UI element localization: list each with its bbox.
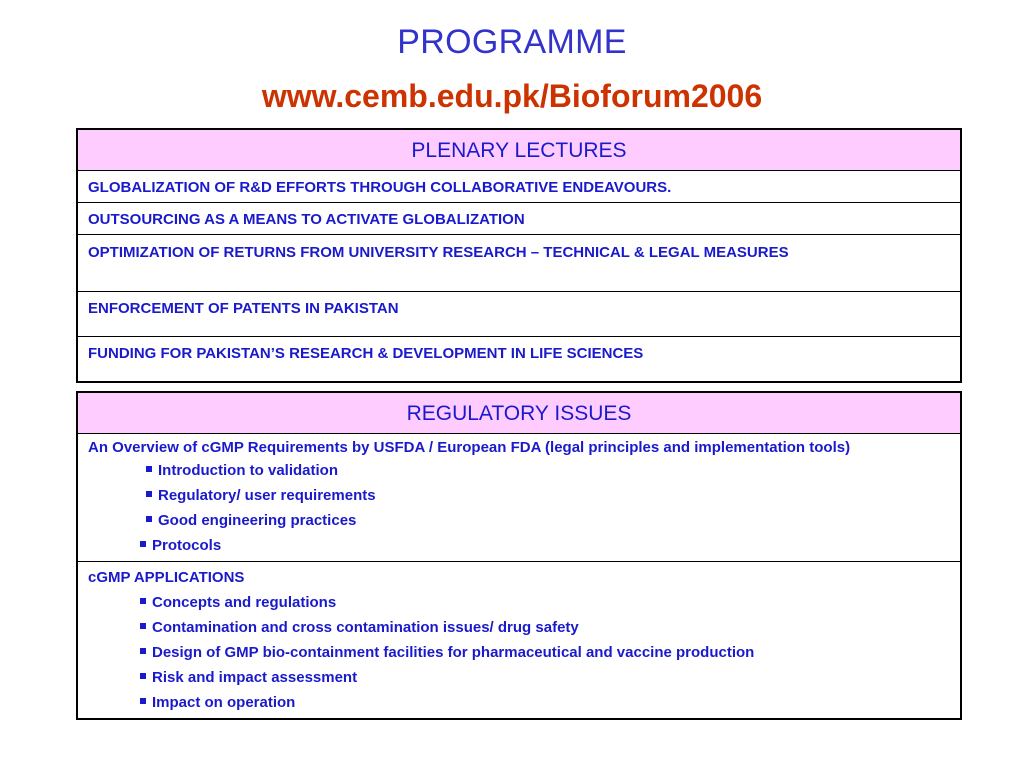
plenary-item: ENFORCEMENT OF PATENTS IN PAKISTAN bbox=[77, 292, 961, 337]
list-item-label: Design of GMP bio-containment facilities for pharmaceutical and vaccine production bbox=[152, 644, 755, 661]
bullet-icon bbox=[140, 698, 146, 704]
list-item bbox=[88, 665, 950, 690]
bullet-icon bbox=[140, 623, 146, 629]
regulatory-issues-table bbox=[76, 391, 962, 720]
list-item bbox=[88, 508, 950, 533]
bullet-icon bbox=[146, 491, 152, 497]
plenary-lectures-table bbox=[76, 128, 962, 383]
list-item-label: Protocols bbox=[152, 537, 222, 554]
list-item bbox=[88, 640, 950, 665]
plenary-item: FUNDING FOR PAKISTAN’S RESEARCH & DEVELOPMENT IN LIFE SCIENCES bbox=[77, 337, 961, 383]
table-row bbox=[77, 235, 961, 292]
table-header-row bbox=[77, 392, 961, 434]
list-item-label: Risk and impact assessment bbox=[152, 669, 358, 686]
plenary-item: GLOBALIZATION OF R&D EFFORTS THROUGH COLLABORATIVE ENDEAVOURS. bbox=[77, 171, 961, 203]
list-item bbox=[88, 690, 950, 715]
bullet-icon bbox=[140, 648, 146, 654]
cgmp-applications-cell bbox=[77, 562, 961, 720]
table-row bbox=[77, 203, 961, 235]
table-row bbox=[77, 562, 961, 720]
table-header-row bbox=[77, 129, 961, 171]
list-item-label: Good engineering practices bbox=[158, 512, 357, 529]
list-item bbox=[88, 533, 950, 558]
conference-url: www.cemb.edu.pk/Bioforum2006 bbox=[261, 78, 763, 114]
list-item bbox=[88, 483, 950, 508]
bullet-icon bbox=[146, 516, 152, 522]
cgmp-overview-intro: An Overview of cGMP Requirements by USFDA / European FDA (legal principles and implementation tools) bbox=[88, 439, 851, 456]
list-item bbox=[88, 615, 950, 640]
table-row bbox=[77, 171, 961, 203]
list-item-label: Introduction to validation bbox=[158, 462, 338, 479]
list-item bbox=[88, 590, 950, 615]
plenary-item: OUTSOURCING AS A MEANS TO ACTIVATE GLOBALIZATION bbox=[77, 203, 961, 235]
bullet-icon bbox=[140, 598, 146, 604]
plenary-item: OPTIMIZATION OF RETURNS FROM UNIVERSITY RESEARCH – TECHNICAL & LEGAL MEASURES bbox=[77, 235, 961, 292]
cgmp-applications-intro: cGMP APPLICATIONS bbox=[88, 569, 245, 586]
bullet-icon bbox=[140, 673, 146, 679]
list-item-label: Regulatory/ user requirements bbox=[158, 487, 376, 504]
list-item-label: Contamination and cross contamination issues/ drug safety bbox=[152, 619, 579, 636]
regulatory-heading: REGULATORY ISSUES bbox=[77, 392, 961, 434]
list-item-label: Concepts and regulations bbox=[152, 594, 337, 611]
list-item bbox=[88, 458, 950, 483]
list-item-label: Impact on operation bbox=[152, 694, 296, 711]
page-title: PROGRAMME bbox=[397, 23, 627, 61]
cgmp-overview-cell bbox=[77, 434, 961, 562]
bullet-icon bbox=[140, 541, 146, 547]
bullet-icon bbox=[146, 466, 152, 472]
table-row bbox=[77, 337, 961, 383]
table-row bbox=[77, 292, 961, 337]
plenary-heading: PLENARY LECTURES bbox=[77, 129, 961, 171]
table-row bbox=[77, 434, 961, 562]
